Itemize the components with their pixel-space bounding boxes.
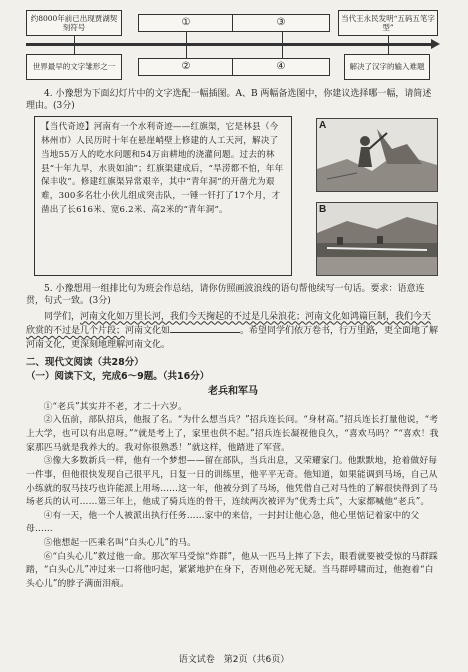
timeline-box-bottom-2: ②	[138, 58, 234, 76]
timeline-axis	[26, 43, 434, 46]
answer-blank-line[interactable]	[170, 332, 240, 333]
question-5: 5. 小豫想用一组排比句为班会作总结，请你仿照画波浪线的语句帮他续写一句话。要求：语意连贯，句式一致。(3分)	[26, 284, 425, 307]
timeline-stem	[186, 32, 187, 44]
paragraph-1: ①“老兵”其实并不老，才二十六岁。	[43, 401, 188, 412]
article-title: 老兵和军马	[208, 386, 258, 398]
timeline-box-bottom-1: 世界最早的文字雏形之一	[26, 54, 122, 80]
option-a-label: A	[319, 120, 327, 132]
timeline-stem	[186, 46, 187, 58]
timeline-stem	[282, 46, 283, 58]
question-4-materials	[26, 116, 440, 281]
timeline-stem	[388, 36, 389, 44]
answer-rest: 。希望同学们依万卷书，行万里路，更全面地了解河南文化，更深刻地理解河南文化。	[26, 325, 439, 351]
question-4: 4. 小豫想为下面幻灯片中的文字选配一幅插图。A、B 两幅备选图中，你建议选择哪一幅，请简述理由。(3分)	[26, 89, 432, 112]
page-footer: 语文试卷 第2页（共6页）	[178, 654, 290, 665]
paragraph-6: ⑥“白头心儿”救过他一命。那次军马受惊“炸群”，他从一匹马上摔了下去，眼看就要被受惊的马群踩踏，“白头心儿”冲过来一口将他叼起，紧紧地护在身下，否则他必死无疑。当马群呼啸而过，他抱着“白头心儿”的脖子满面泪痕。	[26, 551, 438, 589]
paragraph-5: ⑤他想起一匹乘名叫“白头心儿”的马。	[43, 538, 197, 549]
timeline-stem	[74, 36, 75, 44]
answer-blank-start: 河南文化如	[125, 325, 171, 336]
wavy-underlined-sentence: 河南文化如万里长河，我们今天掬起的不过是几朵浪花；河南文化如鸿篇巨制，我们今天欣赏的不过是几个片段；	[26, 311, 432, 336]
timeline-box-top-3: ③	[232, 14, 330, 32]
timeline-box-top-1: 约8000年前已出现贾湖契刻符号	[26, 10, 122, 36]
timeline-arrow-icon	[431, 39, 440, 49]
answer-prefix: 同学们，	[44, 311, 81, 322]
section-heading: 二、现代文阅读（共28分）	[26, 356, 144, 368]
timeline-box-bottom-3: ④	[232, 58, 330, 76]
paragraph-4: ④有一天，他一个人被派出执行任务……家中的来信，一封封让他心急，他心里惦记着家中的父母……	[26, 510, 420, 535]
timeline-box-top-4: 当代王永民发明“五码五笔字型”	[338, 10, 438, 36]
paragraph-3: ③像大多数新兵一样，他有一个梦想——留在部队，当兵出息，又荣耀家门。他默默地，抢着做好每一件事，但他很快发现自己很平凡，日复一日的训练里，他平平无奇。他知道，如果能调到马场，自己从小练就的驭马技巧也许能派上用场……这一年，他被分到了马场，他凭借自己对马性的了解很快得到了马场老兵的认可……第三年上，他成了骑兵连的骨干，连续两次被评为“优秀士兵”，大家都喊他“老兵”。	[26, 456, 438, 508]
question-5-answer	[26, 310, 440, 353]
timeline-box-top-2: ①	[138, 14, 234, 32]
timeline-stem	[74, 46, 75, 54]
slide-text-box: 【当代奇迹】河南有一个水利奇迹——红旗渠，它是林县（今林州市）人民历时十年在悬崖峭壁上修建的人工天河，解决了当地55万人的吃水问题和54万亩耕地的浇灌问题。过去的林县“十年九旱，水贵如油”；红旗渠建成后，“旱涝都不怕，年年保丰收”。修建红旗渠异常艰辛，其中“青年洞”的开凿尤为艰难，300多名壮小伙儿组成突击队，一锤一钎打了17个月，才凿出了长616米、宽6.2米、高2米的“青年洞”。	[34, 116, 292, 276]
timeline-stem	[282, 32, 283, 44]
option-b-image	[316, 202, 438, 276]
option-b-label: B	[319, 204, 327, 216]
option-a-image	[316, 118, 438, 192]
writing-timeline	[26, 6, 440, 86]
timeline-stem	[388, 46, 389, 54]
paragraph-2: ②入伍前，部队招兵，他报了名。“为什么想当兵？”招兵连长问。“身材高。”招兵连长打量他说，“考上大学，也可以有出息呀。”“就是考上了，家里也供不起。”招兵连长凝视他良久，“喜欢马吗？”“喜欢！我家那匹马就是我养大的。我对你很熟悉！”就这样，他踏进了军营。	[26, 415, 439, 453]
subsection-heading: （一）阅读下文，完成6～9题。（共16分）	[26, 370, 210, 382]
timeline-box-bottom-4: 解决了汉字的输入难题	[344, 54, 430, 80]
